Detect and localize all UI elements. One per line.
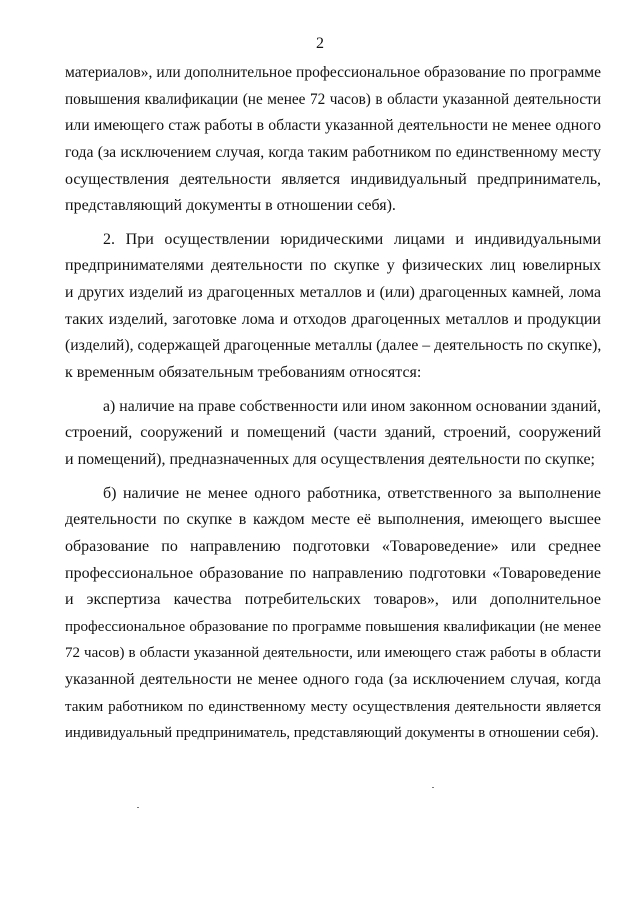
text-line: а) наличие на праве собственности или ином законном основании зданий, <box>103 397 601 415</box>
text-line: к временным обязательным требованиям относятся: <box>65 364 422 382</box>
text-line: образование по направлению подготовки «Товароведение» или среднее <box>65 537 601 555</box>
page-number: 2 <box>316 35 324 52</box>
text-line: таких изделий, заготовке лома и отходов драгоценных металлов и продукции <box>65 310 601 328</box>
paragraph-item-2 <box>65 229 601 389</box>
text-line: или имеющего стаж работы в области указанной деятельности не менее одного <box>65 117 601 135</box>
paragraph-continuation <box>65 62 601 222</box>
text-line: и экспертиза качества потребительских товаров», или дополнительное <box>65 591 601 609</box>
text-line: таким работником по единственному месту осуществления деятельности является <box>65 698 601 715</box>
scan-speck <box>432 787 434 788</box>
text-line: и помещений), предназначенных для осуществления деятельности по скупке; <box>65 450 595 468</box>
text-line: материалов», или дополнительное профессиональное образование по программе <box>65 64 601 81</box>
text-line: повышения квалификации (не менее 72 часов) в области указанной деятельности <box>65 90 601 108</box>
text-line: указанной деятельности не менее одного года (за исключением случая, когда <box>65 671 601 689</box>
paragraph-subitem-a <box>65 396 601 476</box>
document-body <box>65 62 601 749</box>
scan-speck <box>137 807 139 808</box>
text-line: профессиональное образование по направлению подготовки «Товароведение <box>65 564 601 582</box>
paragraph-gap <box>65 476 601 483</box>
paragraph-subitem-b <box>65 483 601 749</box>
text-line: представляющий документы в отношении себя). <box>65 197 396 215</box>
text-line: года (за исключением случая, когда таким работником по единственному месту <box>65 143 601 161</box>
text-line: и других изделий из драгоценных металлов и (или) драгоценных камней, лома <box>65 284 601 302</box>
text-line: индивидуальный предприниматель, представляющий документы в отношении себя). <box>65 725 599 742</box>
text-line: (изделий), содержащей драгоценные металлы (далее – деятельность по скупке), <box>65 337 601 355</box>
text-line: деятельности по скупке в каждом месте её выполнения, имеющего высшее <box>65 511 601 529</box>
paragraph-gap <box>65 389 601 396</box>
text-line: 72 часов) в области указанной деятельности, или имеющего стаж работы в области <box>65 645 601 662</box>
text-line: предпринимателями деятельности по скупке у физических лиц ювелирных <box>65 257 601 275</box>
text-line: осуществления деятельности является индивидуальный предприниматель, <box>65 170 601 188</box>
paragraph-gap <box>65 222 601 229</box>
text-line: 2. При осуществлении юридическими лицами и индивидуальными <box>103 230 601 248</box>
text-line: профессиональное образование по программе повышения квалификации (не менее <box>65 618 601 635</box>
text-line: б) наличие не менее одного работника, ответственного за выполнение <box>103 484 601 502</box>
text-line: строений, сооружений и помещений (части зданий, строений, сооружений <box>65 424 601 442</box>
